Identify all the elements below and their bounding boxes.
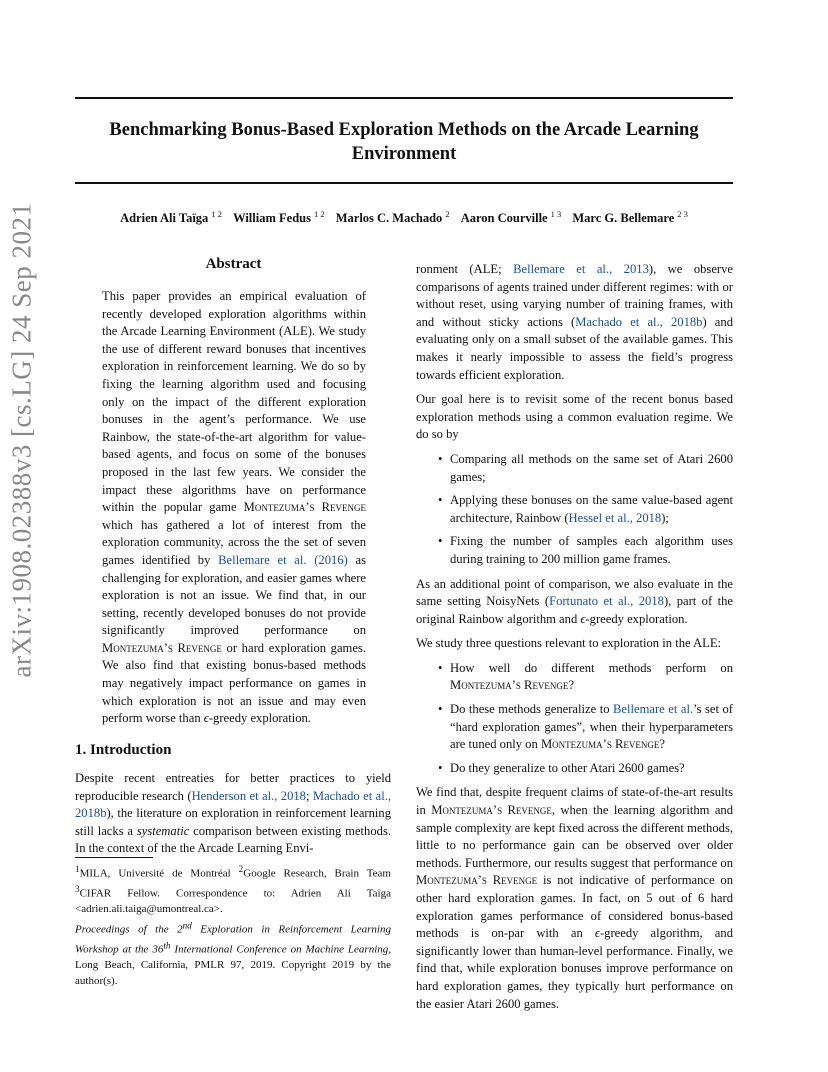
paper-title: Benchmarking Bonus-Based Exploration Methods on the Arcade Learning Environment (109, 120, 699, 164)
author: Marlos C. Machado $^2$ (335, 209, 450, 226)
introduction-body: Despite recent entreaties for better practices to yield reproducible research (Henderson et al., 2018; Machado et al., 2018b), the literature on exploration in reinforcement learning still lacks a systematic comparison between existing methods. In the context of the the Arcade Learning Envi- (75, 771, 391, 856)
citation-link[interactable]: Machado et al., 2018b (75, 788, 391, 821)
paragraph: As an additional point of comparison, we also evaluate in the same setting NoisyNets (Fortunato et al., 2018), part of the original Rainbow algorithm and ϵ-greedy exploration. (416, 576, 733, 626)
author-list (75, 209, 733, 226)
abstract-body: This paper provides an empirical evaluation of recently developed exploration algorithms within the Arcade Learning Environment (ALE). We study the use of different reward bonuses that incentives exploration in reinforcement learning. We do so by fixing the learning algorithm used and focusing only on the impact of the different exploration bonuses in the agent’s performance. We use Rainbow, the state-of-the-art algorithm for value-based agents, and focus on some of the bonuses proposed in the last few years. We consider the impact these algorithms have on performance within the popular game Montezuma’s Revenge which has gathered a lot of interest from the exploration community, across the the set of seven games identified by Bellemare et al. (2016) as challenging for exploration, and easier games where exploration is not an issue. We find that, in our setting, recently developed bonuses do not provide significantly improved performance on Montezuma’s Revenge or hard exploration games. We also find that existing bonus-based methods may negatively impact performance on games in which exploration is not an issue and may even perform worse than ϵ-greedy exploration. (102, 289, 366, 726)
citation-link[interactable]: Bellemare et al. (2016) (218, 552, 348, 567)
paragraph: ronment (ALE; Bellemare et al., 2013), we observe comparisons of agents trained under different regimes: with or without reset, using varying number of training frames, with and without sticky actions (Machado et al., 2018b) and evaluating only on a small subset of the available games. This makes it nearly impossible to assess the field’s progress towards efficient exploration. (416, 262, 733, 382)
citation-link[interactable]: Fortunato et al., 2018 (549, 594, 664, 609)
proceedings-note: Proceedings of the 2nd Exploration in Reinforcement Learning Workshop at the 36th International Conference on Machine Learning, Long Beach, California, PMLR 97, 2019. Copyright 2019 by the author(s). (75, 920, 392, 987)
title-bottom-rule (75, 182, 733, 184)
citation-link[interactable]: Bellemare et al. (613, 702, 694, 717)
list-item: • How well do different methods perform on Montezuma’s Revenge? (450, 660, 733, 695)
citation-link[interactable]: Bellemare et al., 2013 (513, 262, 649, 276)
affiliation-footnote: $^1$MILA, Université de Montréal $^2$Google Research, Brain Team $^3$CIFAR Fellow. Correspondence to: Adrien Ali Taïga <adrien.ali.taiga@umontreal.ca>. (75, 864, 391, 916)
list-item: • Applying these bonuses on the same value-based agent architecture, Rainbow (Hessel et al., 2018); (450, 492, 733, 527)
list-item: • Comparing all methods on the same set of Atari 2600 games; (450, 451, 733, 486)
citation-link[interactable]: Machado et al., 2018b (575, 314, 703, 329)
paragraph: We find that, despite frequent claims of state-of-the-art results in Montezuma’s Revenge, when the learning algorithm and sample complexity are kept fixed across the different methods, little to no performance gain can be observed over older methods. Furthermore, our results suggest that performance on Montezuma’s Revenge is not indicative of performance on other hard exploration games. In fact, on 5 out of 6 hard exploration games performance of considered bonus-based methods is on-par with an ϵ-greedy algorithm, and significantly lower than human-level performance. Finally, we find that, while exploration bonuses improve performance on hard exploration games, they typically hurt performance on the easier Atari 2600 games. (416, 785, 733, 1011)
author: Marc G. Bellemare $^{2 3}$ (572, 209, 688, 226)
paragraph: Our goal here is to revisit some of the recent bonus based exploration methods using a common evaluation regime. We do so by (416, 392, 733, 442)
arxiv-identifier: arXiv:1908.02388v3 [cs.LG] 24 Sep 2021 (6, 202, 37, 678)
footnote-rule (75, 857, 153, 858)
list-item: • Do they generalize to other Atari 2600 games? (450, 760, 733, 778)
list-item: • Do these methods generalize to Bellemare et al.’s set of “hard exploration games”, when their hyperparameters are tuned only on Montezuma’s Revenge? (450, 701, 733, 754)
title-top-rule (75, 97, 733, 99)
paragraph: We study three questions relevant to exploration in the ALE: (416, 636, 722, 651)
citation-link[interactable]: Henderson et al., 2018 (191, 788, 306, 803)
section-heading-introduction: 1. Introduction (75, 742, 172, 758)
question-list (416, 660, 733, 778)
author: Adrien Ali Taïga $^{1 2}$ (120, 209, 222, 226)
method-list (416, 451, 733, 569)
list-item: • Fixing the number of samples each algorithm uses during training to 200 million game frames. (450, 533, 733, 568)
citation-link[interactable]: Hessel et al., 2018 (568, 510, 662, 525)
author: William Fedus $^{1 2}$ (233, 209, 325, 226)
author: Aaron Courville $^{1 3}$ (460, 209, 562, 226)
right-column (416, 261, 733, 1020)
abstract-heading: Abstract (205, 256, 262, 272)
